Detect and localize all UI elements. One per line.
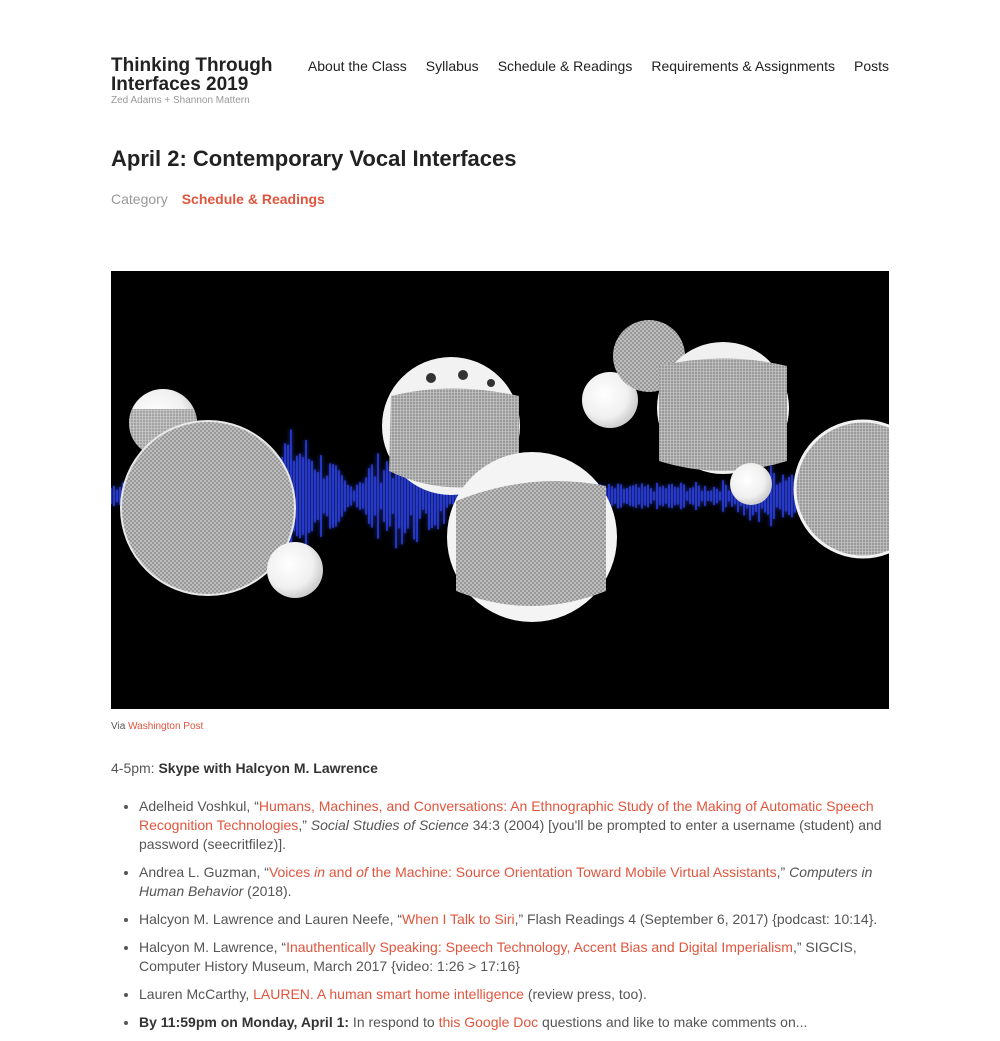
reading-link[interactable]: this Google Doc bbox=[438, 1014, 539, 1030]
reading-link[interactable]: Inauthentically Speaking: Speech Technology, Accent Bias and Digital Imperialism bbox=[286, 939, 793, 955]
nav-schedule[interactable]: Schedule & Readings bbox=[497, 58, 633, 74]
speaker-ball-white-small bbox=[267, 542, 323, 598]
list-item: • Halcyon M. Lawrence and Lauren Neefe, “When I Talk to Siri,” Flash Readings 4 (September 6, 2017) {podcast: 10:14}. bbox=[139, 910, 889, 929]
image-caption bbox=[111, 721, 203, 732]
list-item: • Andrea L. Guzman, “Voices in and of the Machine: Source Orientation Toward Mobile Virtual Assistants,” Computers in Human Behavior (2018). bbox=[139, 863, 889, 901]
category-link[interactable]: Schedule & Readings bbox=[181, 191, 325, 207]
session-heading bbox=[111, 760, 378, 776]
list-item: • By 11:59pm on Monday, April 1: In respond to this Google Doc questions and like to make comments on... bbox=[139, 1013, 889, 1032]
nav-requirements[interactable]: Requirements & Assignments bbox=[651, 58, 835, 74]
caption-source-link[interactable]: Washington Post bbox=[128, 721, 204, 732]
speaker-ball-right bbox=[657, 342, 789, 474]
nav-about[interactable]: About the Class bbox=[307, 58, 407, 74]
session-event: Skype with Halcyon M. Lawrence bbox=[158, 760, 378, 776]
speaker-ball-white-right bbox=[730, 463, 772, 505]
list-item: • Lauren McCarthy, LAUREN. A human smart home intelligence (review press, too). bbox=[139, 985, 889, 1004]
reading-link[interactable]: Voices in and of the Machine: Source Orientation Toward Mobile Virtual Assistants bbox=[268, 864, 777, 880]
smart-speakers-illustration bbox=[111, 271, 889, 709]
readings-list bbox=[111, 797, 889, 1041]
hero-image bbox=[111, 271, 889, 709]
caption-prefix: Via bbox=[111, 721, 126, 732]
reading-link[interactable]: Humans, Machines, and Conversations: An Ethnographic Study of the Making of Automatic Speech Recognition Technologies bbox=[139, 798, 874, 833]
post-title: April 2: Contemporary Vocal Interfaces bbox=[111, 146, 517, 171]
reading-link[interactable]: When I Talk to Siri bbox=[402, 911, 515, 927]
speaker-ball-center-bottom bbox=[447, 452, 617, 622]
site-subtitle: Zed Adams + Shannon Mattern bbox=[111, 95, 250, 106]
category-label: Category bbox=[111, 191, 168, 207]
list-item: • Adelheid Voshkul, “Humans, Machines, and Conversations: An Ethnographic Study of the Making of Automatic Speech Recognition Technologies,” Social Studies of Science 34:3 (2004) [you'll be prompted to enter a username (student) and password (seecritfilez)]. bbox=[139, 797, 889, 854]
reading-link[interactable]: LAUREN. A human smart home intelligence bbox=[253, 986, 524, 1002]
list-item: • Halcyon M. Lawrence, “Inauthentically Speaking: Speech Technology, Accent Bias and Digital Imperialism,” SIGCIS, Computer History Museum, March 2017 {video: 1:26 > 17:16} bbox=[139, 938, 889, 976]
nav-syllabus[interactable]: Syllabus bbox=[425, 58, 479, 74]
nav-posts[interactable]: Posts bbox=[853, 58, 889, 74]
post-meta bbox=[111, 191, 325, 207]
site-title[interactable]: Thinking Through Interfaces 2019 bbox=[111, 55, 273, 95]
site-header bbox=[111, 56, 889, 116]
main-nav bbox=[308, 58, 889, 74]
session-time: 4-5pm: bbox=[111, 760, 155, 776]
